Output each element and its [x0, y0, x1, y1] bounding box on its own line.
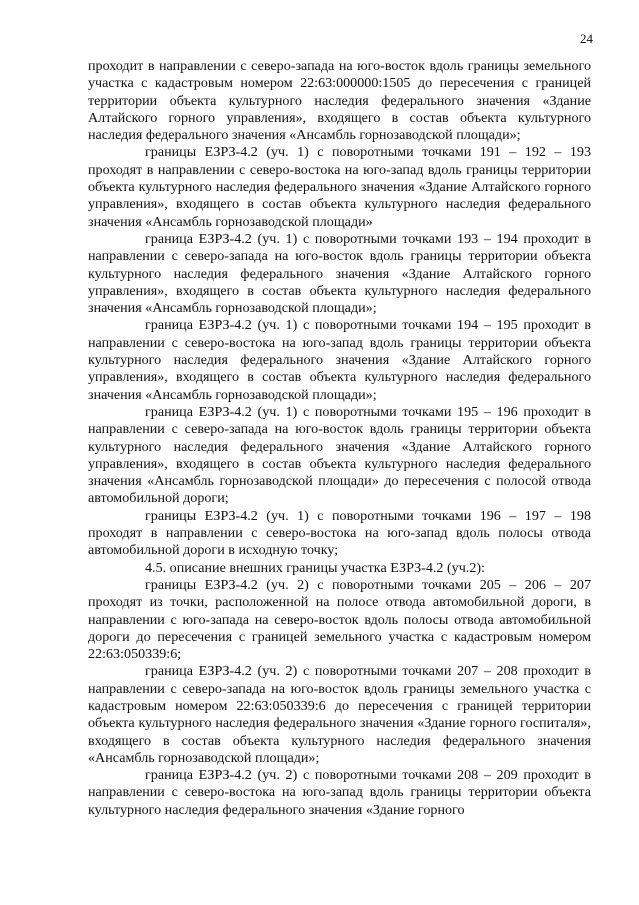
paragraph-boundary-191-193: границы ЕЗРЗ-4.2 (уч. 1) с поворотными точками 191 – 192 – 193 проходят в направлении с северо-востока на юго-запад вдоль границы территории объекта культурного наследия федерального значения «Здание Алтайского горного управления», входящего в состав объекта культурного наследия федерального значения «Ансамбль горнозаводской площади» — [88, 144, 591, 230]
paragraph-boundary-194-195: граница ЕЗРЗ-4.2 (уч. 1) с поворотными точками 194 – 195 проходит в направлении с северо-востока на юго-запад вдоль границы территории объекта культурного наследия федерального значения «Здание Алтайского горного управления», входящего в состав объекта культурного наследия федерального значения «Ансамбль горнозаводской площади»; — [88, 317, 591, 403]
paragraph-boundary-195-196: граница ЕЗРЗ-4.2 (уч. 1) с поворотными точками 195 – 196 проходит в направлении с северо-запада на юго-восток вдоль границы территории объекта культурного наследия федерального значения «Здание Алтайского горного управления», входящего в состав объекта культурного наследия федерального значения «Ансамбль горнозаводской площади» до пересечения с полосой отвода автомобильной дороги; — [88, 403, 591, 507]
paragraph-boundary-205-207: границы ЕЗРЗ-4.2 (уч. 2) с поворотными точками 205 – 206 – 207 проходят из точки, расположенной на полосе отвода автомобильной дороги, в направлении с юго-запада на северо-восток вдоль полосы отвода автомобильной дороги до пересечения с границей земельного участка с кадастровым номером 22:63:050339:6; — [88, 576, 591, 663]
paragraph-continuation: проходит в направлении с северо-запада на юго-восток вдоль границы земельного участка с кадастровым номером 22:63:000000:1505 до пересечения с границей территории объекта культурного наследия федерального значения «Здание Алтайского горного управления», входящего в состав объекта культурного наследия федерального значения «Ансамбль горнозаводской площади»; — [88, 58, 591, 144]
paragraph-boundary-207-208: граница ЕЗРЗ-4.2 (уч. 2) с поворотными точками 207 – 208 проходит в направлении с северо-запада на юго-восток вдоль границы земельного участка с кадастровым номером 22:63:050339:6 до пересечения с границей территории объекта культурного наследия федерального значения «Здание горного госпиталя», входящего в состав объекта культурного наследия федерального значения «Ансамбль горнозаводской площади»; — [88, 663, 591, 766]
paragraph-boundary-193-194: граница ЕЗРЗ-4.2 (уч. 1) с поворотными точками 193 – 194 проходит в направлении с северо-запада на юго-восток вдоль границы территории объекта культурного наследия федерального значения «Здание Алтайского горного управления», входящего в состав объекта культурного наследия федерального значения «Ансамбль горнозаводской площади»; — [88, 230, 591, 317]
page-number: 24 — [580, 31, 593, 46]
paragraph-boundary-196-198: границы ЕЗРЗ-4.2 (уч. 1) с поворотными точками 196 – 197 – 198 проходят в направлении с северо-востока на юго-запад вдоль полосы отвода автомобильной дороги в исходную точку; — [88, 507, 591, 559]
section-heading-4-5: 4.5. описание внешних границы участка ЕЗРЗ-4.2 (уч.2): — [145, 559, 485, 576]
paragraph-boundary-208-209: граница ЕЗРЗ-4.2 (уч. 2) с поворотными точками 208 – 209 проходит в направлении с северо-востока на юго-запад вдоль границы территории объекта культурного наследия федерального значения «Здание горного — [88, 767, 591, 818]
